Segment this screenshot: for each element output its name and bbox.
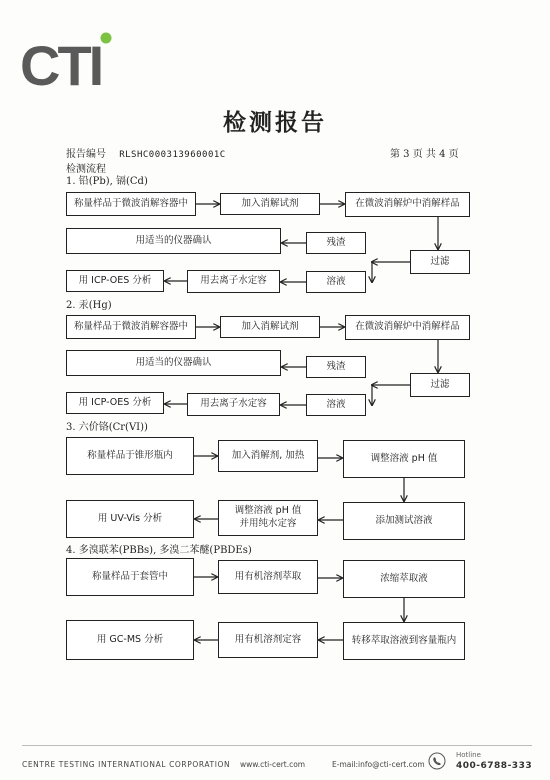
s3-add-digest-heat-box: 加入消解剂, 加热 — [218, 440, 318, 472]
s2-instrument-confirm-box: 用适当的仪器确认 — [66, 350, 281, 376]
s3-adjust-ph-line1: 调整溶液 pH 值 — [234, 505, 302, 517]
s1-add-reagent-box: 加入消解试剂 — [220, 193, 320, 215]
s4-solvent-extract-box: 用有机溶剂萃取 — [218, 560, 318, 594]
s2-solution-box: 溶液 — [306, 394, 366, 416]
s2-add-reagent-box: 加入消解试剂 — [220, 316, 320, 338]
s2-filter-box: 过滤 — [410, 373, 470, 397]
s4-concentrate-box: 浓缩萃取液 — [343, 560, 465, 598]
page-info: 第 3 页 共 4 页 — [390, 149, 459, 160]
s2-dilute-box: 用去离子水定容 — [187, 393, 280, 416]
s3-add-test-solution-box: 添加测试溶液 — [343, 502, 465, 540]
footer-divider — [22, 745, 532, 746]
s4-weigh-sample-box: 称量样品于套管中 — [66, 558, 194, 596]
s4-transfer-box: 转移萃取溶液到容量瓶内 — [343, 622, 465, 660]
s3-adjust-ph-box: 调整溶液 pH 值 — [343, 440, 465, 478]
report-number — [66, 145, 226, 160]
page-title: 检测报告 — [223, 109, 327, 136]
s3-adjust-ph-line2: 并用纯水定容 — [239, 518, 297, 529]
hotline-label: Hotline — [456, 751, 481, 759]
s3-weigh-sample-box: 称量样品于锥形瓶内 — [66, 437, 194, 475]
s4-solvent-dilute-box: 用有机溶剂定容 — [218, 622, 318, 658]
s3-adjust-ph-dilute-box — [218, 500, 318, 536]
s1-microwave-digest-box: 在微波消解炉中消解样品 — [345, 192, 470, 217]
s1-solution-box: 溶液 — [306, 271, 366, 293]
s2-icp-oes-box: 用 ICP-OES 分析 — [66, 392, 164, 414]
report-number-label: 报告编号 — [66, 149, 106, 160]
s1-dilute-box: 用去离子水定容 — [187, 270, 280, 293]
footer-email: E-mail:info@cti-cert.com — [332, 760, 425, 769]
footer-website: www.cti-cert.com — [240, 760, 306, 769]
report-number-value: RLSHC000313960001C — [119, 150, 226, 160]
phone-icon — [428, 752, 446, 770]
footer-company: CENTRE TESTING INTERNATIONAL CORPORATION — [22, 760, 231, 769]
s1-weigh-sample-box: 称量样品于微波消解容器中 — [66, 192, 196, 216]
s1-instrument-confirm-box: 用适当的仪器确认 — [66, 228, 281, 254]
hotline-number: 400-6788-333 — [456, 761, 533, 771]
s2-weigh-sample-box: 称量样品于微波消解容器中 — [66, 315, 196, 339]
section-4-heading: 4. 多溴联苯(PBBs), 多溴二苯醚(PBDEs) — [66, 545, 252, 556]
section-2-heading: 2. 汞(Hg) — [66, 300, 112, 311]
logo-text: CTI — [20, 34, 102, 92]
s1-icp-oes-box: 用 ICP-OES 分析 — [66, 270, 164, 292]
s1-filter-box: 过滤 — [410, 250, 470, 274]
s1-residue-box: 残渣 — [306, 232, 366, 254]
cti-logo — [18, 30, 118, 92]
s3-uv-vis-box: 用 UV-Vis 分析 — [66, 500, 194, 538]
s2-microwave-digest-box: 在微波消解炉中消解样品 — [345, 315, 470, 340]
s2-residue-box: 残渣 — [306, 356, 366, 378]
section-3-heading: 3. 六价铬(Cr(VI)) — [66, 422, 148, 433]
section-1-heading: 1. 铅(Pb), 镉(Cd) — [66, 176, 148, 187]
process-title: 检测流程 — [66, 164, 106, 175]
s4-gc-ms-box: 用 GC-MS 分析 — [66, 620, 194, 660]
